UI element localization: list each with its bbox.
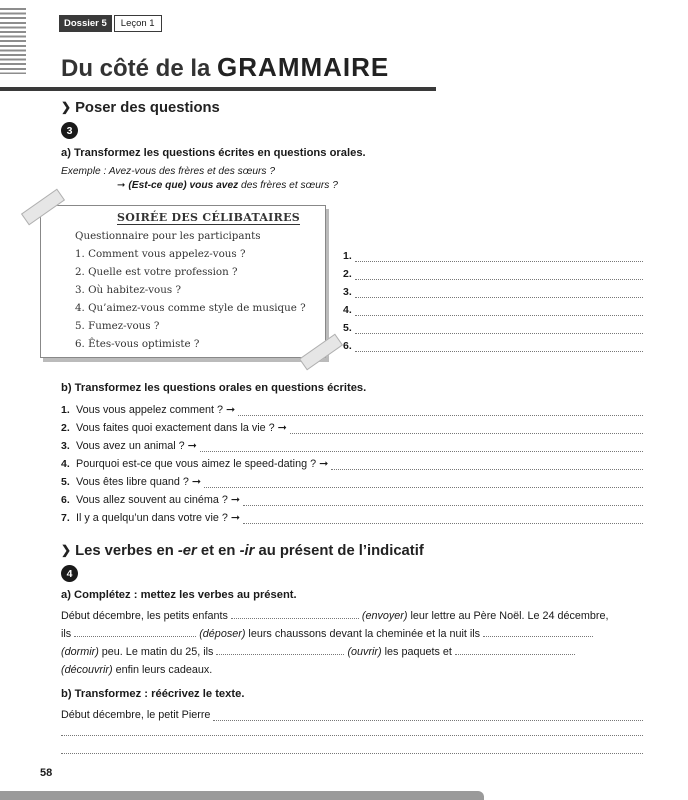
card-subtitle: Questionnaire pour les participants bbox=[75, 230, 261, 242]
footer-bar bbox=[0, 791, 484, 800]
lecon-label: Leçon 1 bbox=[114, 15, 162, 32]
blank-field[interactable] bbox=[216, 646, 344, 655]
card-item: 2. Quelle est votre profession ? bbox=[75, 266, 238, 278]
fill-paragraph-line: ils (déposer) leurs chaussons devant la cheminée et la nuit ils bbox=[61, 628, 593, 640]
rewrite-line[interactable] bbox=[61, 745, 643, 754]
answer-line[interactable]: 3. Vous avez un animal ? ➞ bbox=[61, 439, 643, 452]
answer-line[interactable]: 7. Il y a quelqu’un dans votre vie ? ➞ bbox=[61, 511, 643, 524]
instruction-a-verbs: a) Complétez : mettez les verbes au présent. bbox=[61, 589, 297, 601]
title-rule bbox=[0, 87, 436, 91]
rewrite-line[interactable] bbox=[61, 727, 643, 736]
exercise-badge-3: 3 bbox=[61, 122, 78, 139]
example-line-1: Exemple : Avez-vous des frères et des sœurs ? bbox=[61, 166, 276, 177]
fill-paragraph-line: Début décembre, les petits enfants (envoyer) leur lettre au Père Noël. Le 24 décembre, bbox=[61, 610, 609, 622]
answer-line[interactable]: 2. bbox=[343, 268, 643, 280]
instruction-b-rewrite: b) Transformez : réécrivez le texte. bbox=[61, 688, 245, 700]
decorative-stripes bbox=[0, 8, 26, 74]
card-item: 4. Qu’aimez-vous comme style de musique ? bbox=[75, 302, 306, 314]
answer-line[interactable]: 6. bbox=[343, 340, 643, 352]
answer-line[interactable]: 1. Vous vous appelez comment ? ➞ bbox=[61, 403, 643, 416]
answer-line[interactable]: 4. bbox=[343, 304, 643, 316]
breadcrumb bbox=[59, 15, 162, 32]
fill-paragraph-line: (découvrir) enfin leurs cadeaux. bbox=[61, 664, 213, 676]
tape-bottom-right bbox=[299, 334, 343, 371]
answer-line[interactable]: 4. Pourquoi est-ce que vous aimez le speed-dating ? ➞ bbox=[61, 457, 643, 470]
blank-field[interactable] bbox=[455, 646, 575, 655]
answer-line[interactable]: 2. Vous faites quoi exactement dans la vie ? ➞ bbox=[61, 421, 643, 434]
answer-line[interactable]: 5. Vous êtes libre quand ? ➞ bbox=[61, 475, 643, 488]
tape-top-left bbox=[21, 189, 65, 226]
blank-field[interactable] bbox=[483, 628, 593, 637]
answer-line[interactable]: 3. bbox=[343, 286, 643, 298]
fill-paragraph-line: (dormir) peu. Le matin du 25, ils (ouvrir) les paquets et bbox=[61, 646, 575, 658]
questionnaire-card bbox=[40, 205, 326, 358]
chevron-right-icon: ❯ bbox=[61, 543, 72, 557]
answer-line[interactable]: 1. bbox=[343, 250, 643, 262]
instruction-a: a) Transformez les questions écrites en questions orales. bbox=[61, 147, 366, 159]
example-line-2: ➞ (Est-ce que) vous avez des frères et sœurs ? bbox=[117, 180, 338, 191]
card-title: SOIRÉE DES CÉLIBATAIRES bbox=[117, 211, 300, 224]
rewrite-line[interactable]: Début décembre, le petit Pierre bbox=[61, 709, 643, 721]
card-item: 5. Fumez-vous ? bbox=[75, 320, 160, 332]
section-heading-questions: ❯ Poser des questions bbox=[61, 100, 220, 116]
blank-field[interactable] bbox=[231, 610, 359, 619]
card-item: 1. Comment vous appelez-vous ? bbox=[75, 248, 246, 260]
exercise-badge-4: 4 bbox=[61, 565, 78, 582]
chevron-right-icon: ❯ bbox=[61, 100, 72, 114]
blank-field[interactable] bbox=[74, 628, 196, 637]
card-item: 3. Où habitez-vous ? bbox=[75, 284, 181, 296]
instruction-b: b) Transformez les questions orales en questions écrites. bbox=[61, 382, 367, 394]
answer-line[interactable]: 5. bbox=[343, 322, 643, 334]
answer-line[interactable]: 6. Vous allez souvent au cinéma ? ➞ bbox=[61, 493, 643, 506]
dossier-label: Dossier 5 bbox=[59, 15, 112, 32]
page-number: 58 bbox=[40, 767, 53, 779]
page-title: Du côté de la GRAMMAIRE bbox=[61, 52, 390, 82]
card-item: 6. Êtes-vous optimiste ? bbox=[75, 338, 200, 350]
section-heading-verbes: ❯ Les verbes en -er et en -ir au présent de l’indicatif bbox=[61, 543, 424, 559]
